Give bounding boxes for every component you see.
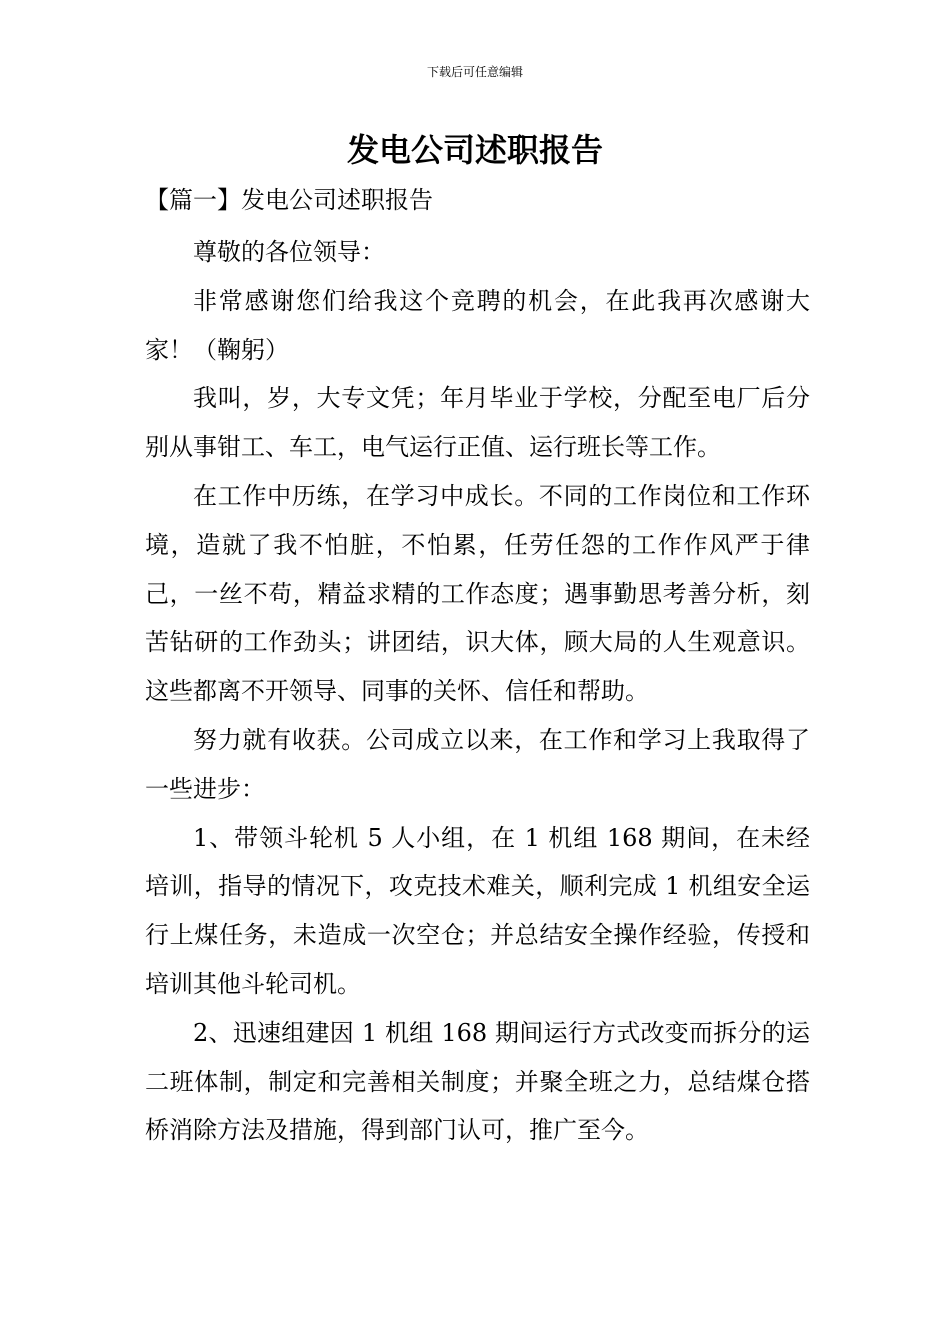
body-paragraph: 努力就有收获。公司成立以来，在工作和学习上我取得了一些进步： (145, 725, 810, 803)
body-paragraph: 在工作中历练，在学习中成长。不同的工作岗位和工作环境，造就了我不怕脏，不怕累，任劳任怨的工作作风严于律己，一丝不苟，精益求精的工作态度；遇事勤思考善分析，刻苦钻研的工作劲头；讲团结，识大体，顾大局的人生观意识。这些都离不开领导、同事的关怀、信任和帮助。 (145, 481, 810, 706)
list-item-paragraph: 2、迅速组建因 1 机组 168 期间运行方式改变而拆分的运二班体制，制定和完善相关制度；并聚全班之力，总结煤仓搭桥消除方法及措施，得到部门认可，推广至今。 (145, 1018, 810, 1145)
salutation-paragraph: 尊敬的各位领导： (193, 238, 385, 266)
list-item-paragraph: 1、带领斗轮机 5 人小组，在 1 机组 168 期间，在未经培训，指导的情况下，攻克技术难关，顺利完成 1 机组安全运行上煤任务，未造成一次空仓；并总结安全操作经验，传授和培训其他斗轮司机。 (145, 823, 810, 998)
document-title: 发电公司述职报告 (346, 131, 603, 169)
body-paragraph: 我叫，岁，大专文凭；年月毕业于学校，分配至电厂后分别从事钳工、车工，电气运行正值、运行班长等工作。 (145, 384, 810, 462)
section-heading: 【篇一】发电公司述职报告 (145, 186, 433, 214)
document-body (145, 228, 810, 1155)
page-header-note: 下载后可任意编辑 (426, 65, 523, 79)
body-paragraph: 非常感谢您们给我这个竞聘的机会，在此我再次感谢大家！（鞠躬） (145, 286, 810, 364)
